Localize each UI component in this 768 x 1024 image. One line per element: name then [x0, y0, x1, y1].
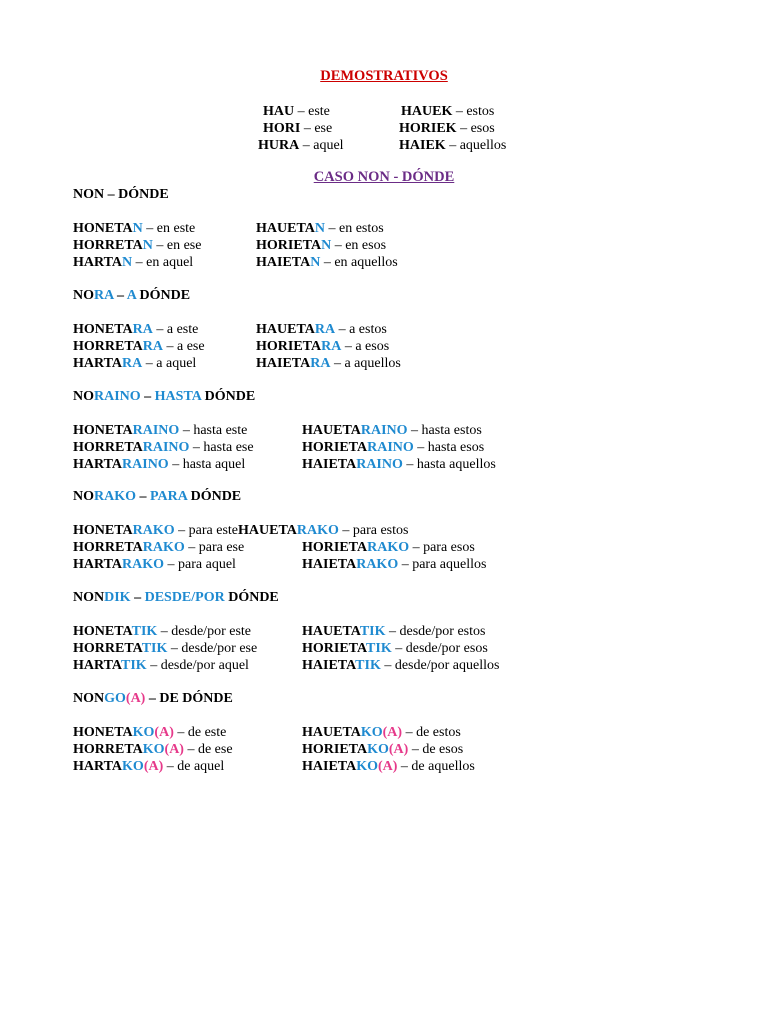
- bold-text: HAUETA: [302, 725, 361, 740]
- suffix-highlight: RA: [310, 356, 331, 371]
- bold-text: HORIETA: [256, 238, 322, 253]
- bold-text: HARTA: [73, 658, 121, 673]
- suffix-highlight: RA: [94, 288, 114, 303]
- section-heading: [73, 388, 255, 405]
- demonstrative-entry: [263, 103, 330, 120]
- suffix-highlight: RAKO: [296, 523, 339, 538]
- bold-text: HAIETA: [256, 255, 311, 270]
- translation-text: – a ese: [162, 339, 205, 354]
- optional-suffix: (A): [143, 759, 164, 774]
- singular-form: [73, 422, 247, 439]
- bold-text: HARTA: [73, 457, 123, 472]
- translation-text: – de ese: [183, 742, 233, 757]
- suffix-highlight: RAINO: [132, 423, 180, 438]
- suffix-highlight: TIK: [141, 641, 168, 656]
- suffix-highlight: RA: [314, 322, 336, 337]
- suffix-highlight: PARA: [150, 489, 188, 504]
- bold-text: –: [140, 389, 155, 404]
- translation-text: – desde/por aquellos: [380, 658, 500, 673]
- singular-form: [73, 539, 244, 556]
- suffix-highlight: RA: [142, 339, 163, 354]
- plural-form: [302, 456, 496, 473]
- suffix-highlight: A: [126, 288, 137, 303]
- suffix-highlight: TIK: [131, 624, 158, 639]
- demonstrative-entry: [399, 120, 495, 137]
- optional-suffix: (A): [125, 691, 146, 706]
- bold-text: HAUEK: [401, 104, 453, 119]
- translation-text: – desde/por este: [157, 624, 251, 639]
- plural-form: [302, 539, 475, 556]
- bold-text: HORIETA: [302, 440, 368, 455]
- suffix-highlight: GO: [104, 691, 126, 706]
- suffix-highlight: N: [310, 255, 321, 270]
- suffix-highlight: RAKO: [132, 523, 175, 538]
- translation-text: – a este: [152, 322, 199, 337]
- translation-text: – para esos: [409, 540, 475, 555]
- singular-form: [73, 355, 196, 372]
- translation-text: – desde/por estos: [385, 624, 486, 639]
- bold-text: HAIETA: [302, 759, 357, 774]
- bold-text: HORIETA: [256, 339, 322, 354]
- bold-text: HAUETA: [256, 322, 315, 337]
- translation-text: – a estos: [335, 322, 387, 337]
- optional-suffix: (A): [164, 742, 184, 757]
- translation-text: – en estos: [324, 221, 384, 236]
- translation-text: – a aquellos: [330, 356, 401, 371]
- bold-text: DÓNDE: [136, 288, 191, 303]
- translation-text: – estos: [452, 104, 495, 119]
- bold-text: HORIETA: [302, 540, 368, 555]
- suffix-highlight: N: [142, 238, 153, 253]
- bold-text: HORIEK: [399, 121, 457, 136]
- singular-form: [73, 556, 236, 573]
- suffix-highlight: RAKO: [94, 489, 136, 504]
- plural-form: [302, 724, 461, 741]
- suffix-highlight: RAKO: [367, 540, 410, 555]
- translation-text: – a esos: [341, 339, 390, 354]
- bold-text: HAUETA: [302, 624, 360, 639]
- bold-text: HORRETA: [73, 440, 143, 455]
- singular-form: [73, 522, 408, 539]
- plural-form: [302, 556, 486, 573]
- suffix-highlight: N: [122, 255, 133, 270]
- optional-suffix: (A): [382, 725, 403, 740]
- singular-form: [73, 220, 195, 237]
- suffix-highlight: KO: [142, 742, 165, 757]
- translation-text: – desde/por esos: [391, 641, 488, 656]
- bold-text: HONETA: [73, 423, 133, 438]
- bold-text: DÓNDE: [201, 389, 256, 404]
- demonstrative-entry: [399, 137, 506, 154]
- suffix-highlight: N: [314, 221, 325, 236]
- bold-text: HARTA: [73, 356, 123, 371]
- bold-text: –: [136, 489, 150, 504]
- translation-text: – para aquellos: [398, 557, 487, 572]
- translation-text: – para aquel: [164, 557, 236, 572]
- plural-form: [256, 254, 398, 271]
- translation-text: – hasta este: [179, 423, 248, 438]
- section-heading: [73, 488, 241, 505]
- translation-text: – este: [294, 104, 330, 119]
- suffix-highlight: KO: [132, 725, 155, 740]
- bold-text: HAIETA: [302, 457, 357, 472]
- bold-text: HAIEK: [399, 138, 446, 153]
- suffix-highlight: KO: [360, 725, 383, 740]
- plural-form: [256, 355, 401, 372]
- translation-text: – en aquellos: [320, 255, 398, 270]
- bold-text: HORRETA: [73, 339, 143, 354]
- translation-text: – de aquellos: [397, 759, 475, 774]
- demonstrative-entry: [263, 120, 332, 137]
- singular-form: [73, 456, 245, 473]
- singular-form: [73, 254, 193, 271]
- optional-suffix: (A): [388, 742, 409, 757]
- singular-form: [73, 724, 226, 741]
- suffix-highlight: TIK: [366, 641, 392, 656]
- translation-text: – desde/por ese: [167, 641, 258, 656]
- bold-text: HAUETA: [238, 523, 297, 538]
- bold-text: HORIETA: [302, 742, 368, 757]
- translation-text: – hasta aquel: [168, 457, 246, 472]
- suffix-highlight: RA: [132, 322, 153, 337]
- translation-text: – ese: [300, 121, 333, 136]
- singular-form: [73, 321, 198, 338]
- bold-text: NON: [73, 590, 105, 605]
- bold-text: HAUETA: [302, 423, 361, 438]
- plural-form: [302, 741, 463, 758]
- bold-text: HORRETA: [73, 742, 143, 757]
- plural-form: [256, 237, 386, 254]
- suffix-highlight: RAKO: [122, 557, 165, 572]
- translation-text: – hasta ese: [189, 440, 254, 455]
- suffix-highlight: RAINO: [122, 457, 169, 472]
- translation-text: – hasta aquellos: [402, 457, 496, 472]
- bold-text: NO: [73, 288, 94, 303]
- suffix-highlight: TIK: [359, 624, 386, 639]
- suffix-highlight: DIK: [104, 590, 131, 605]
- bold-text: HORRETA: [73, 238, 143, 253]
- section-heading: [73, 287, 190, 304]
- case-title: CASO NON - DÓNDE: [313, 169, 455, 185]
- bold-text: HORI: [263, 121, 301, 136]
- bold-text: –: [113, 288, 127, 303]
- suffix-highlight: RA: [321, 339, 342, 354]
- bold-text: HORRETA: [73, 540, 143, 555]
- suffix-highlight: RAINO: [356, 457, 403, 472]
- bold-text: HONETA: [73, 624, 132, 639]
- translation-text: – a aquel: [142, 356, 197, 371]
- suffix-highlight: N: [132, 221, 143, 236]
- bold-text: DÓNDE: [187, 489, 242, 504]
- suffix-highlight: TIK: [355, 658, 381, 673]
- bold-text: NO: [73, 489, 94, 504]
- translation-text: – desde/por aquel: [146, 658, 249, 673]
- singular-form: [73, 741, 233, 758]
- plural-form: [256, 338, 389, 355]
- bold-text: HORRETA: [73, 641, 142, 656]
- translation-text: – en aquel: [132, 255, 194, 270]
- translation-text: – para este: [174, 523, 238, 538]
- bold-text: NO: [73, 389, 94, 404]
- bold-text: –: [130, 590, 145, 605]
- translation-text: – hasta estos: [407, 423, 482, 438]
- translation-text: – de estos: [402, 725, 461, 740]
- suffix-highlight: RAKO: [142, 540, 185, 555]
- suffix-highlight: N: [321, 238, 332, 253]
- translation-text: – en ese: [152, 238, 202, 253]
- translation-text: – hasta esos: [413, 440, 485, 455]
- bold-text: HONETA: [73, 322, 133, 337]
- demonstrative-entry: [258, 137, 344, 154]
- bold-text: – DE DÓNDE: [145, 691, 233, 706]
- bold-text: HURA: [258, 138, 300, 153]
- bold-text: HORIETA: [302, 641, 367, 656]
- demonstrative-entry: [401, 103, 494, 120]
- bold-text: HARTA: [73, 759, 123, 774]
- suffix-highlight: KO: [122, 759, 144, 774]
- singular-form: [73, 237, 201, 254]
- bold-text: NON – DÓNDE: [73, 187, 169, 202]
- suffix-highlight: RAINO: [367, 440, 414, 455]
- singular-form: [73, 338, 205, 355]
- translation-text: – en este: [142, 221, 196, 236]
- suffix-highlight: DESDE/POR: [144, 590, 225, 605]
- bold-text: HONETA: [73, 725, 133, 740]
- suffix-highlight: TIK: [121, 658, 147, 673]
- suffix-highlight: RAINO: [360, 423, 408, 438]
- page-title: DEMOSTRATIVOS: [320, 68, 448, 84]
- bold-text: HONETA: [73, 221, 133, 236]
- bold-text: DÓNDE: [224, 590, 279, 605]
- translation-text: – para ese: [184, 540, 245, 555]
- bold-text: HONETA: [73, 523, 133, 538]
- translation-text: – para estos: [338, 523, 409, 538]
- bold-text: HARTA: [73, 255, 123, 270]
- plural-form: [302, 657, 499, 674]
- suffix-highlight: RA: [122, 356, 143, 371]
- plural-form: [302, 422, 482, 439]
- suffix-highlight: RAINO: [94, 389, 141, 404]
- bold-text: HAIETA: [302, 658, 356, 673]
- bold-text: HAU: [263, 104, 295, 119]
- plural-form: [302, 640, 488, 657]
- translation-text: – de esos: [408, 742, 464, 757]
- singular-form: [73, 758, 224, 775]
- section-heading: [73, 589, 279, 606]
- section-heading: [73, 186, 169, 203]
- suffix-highlight: RAINO: [142, 440, 190, 455]
- section-heading: [73, 690, 233, 707]
- plural-form: [302, 623, 485, 640]
- translation-text: – de aquel: [163, 759, 225, 774]
- singular-form: [73, 657, 249, 674]
- optional-suffix: (A): [377, 759, 398, 774]
- bold-text: HAUETA: [256, 221, 315, 236]
- translation-text: – de este: [173, 725, 227, 740]
- plural-form: [302, 439, 484, 456]
- translation-text: – aquellos: [445, 138, 507, 153]
- singular-form: [73, 439, 254, 456]
- plural-form: [256, 220, 384, 237]
- plural-form: [302, 758, 475, 775]
- translation-text: – en esos: [331, 238, 387, 253]
- bold-text: HAIETA: [256, 356, 311, 371]
- suffix-highlight: KO: [356, 759, 378, 774]
- translation-text: – esos: [456, 121, 495, 136]
- plural-form: [256, 321, 387, 338]
- bold-text: NON: [73, 691, 105, 706]
- bold-text: HAIETA: [302, 557, 357, 572]
- translation-text: – aquel: [299, 138, 344, 153]
- suffix-highlight: HASTA: [154, 389, 202, 404]
- optional-suffix: (A): [154, 725, 174, 740]
- singular-form: [73, 640, 257, 657]
- suffix-highlight: RAKO: [356, 557, 399, 572]
- singular-form: [73, 623, 251, 640]
- suffix-highlight: KO: [367, 742, 389, 757]
- bold-text: HARTA: [73, 557, 123, 572]
